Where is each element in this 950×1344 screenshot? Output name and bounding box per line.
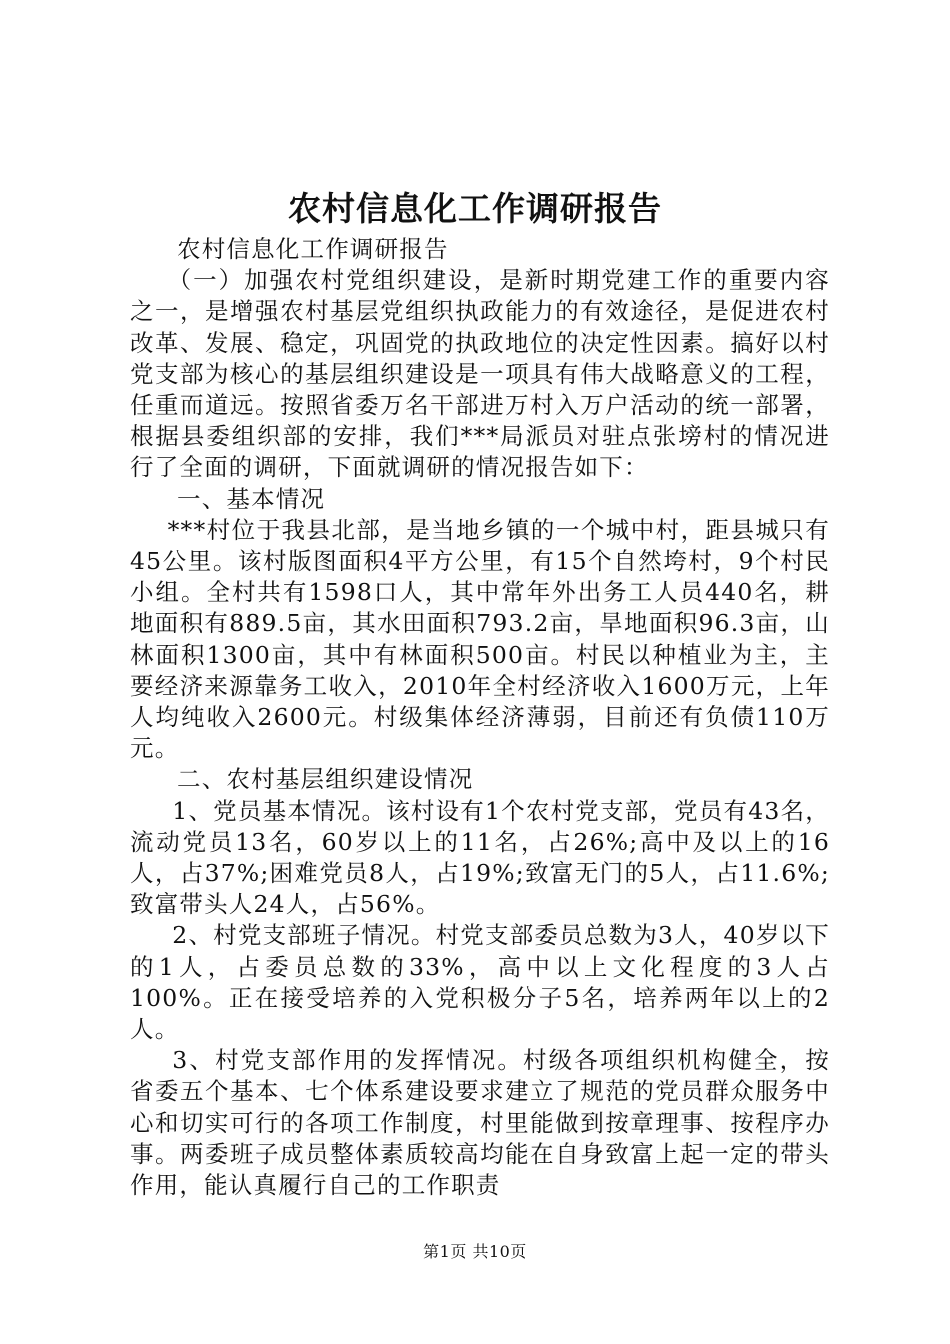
- section-heading-basic-situation: 一、基本情况: [177, 484, 326, 513]
- page-number-footer: 第1页 共10页: [423, 1242, 527, 1261]
- section-heading-organization: 二、农村基层组织建设情况: [177, 765, 474, 794]
- body-paragraph-intro: （一）加强农村党组织建设，是新时期党建工作的重要内容之一，是增强农村基层党组织执政能力的有效途径，是促进农村改革、发展、稳定，巩固党的执政地位的决定性因素。搞好以村党支部为核心的基层组织建设是一项具有伟大战略意义的工程，任重而道远。按照省委万名干部进万村入万户活动的统一部署，根据县委组织部的安排，我们***局派员对驻点张塝村的情况进行了全面的调研，下面就调研的情况报告如下：: [130, 266, 830, 482]
- body-paragraph-subtitle: 农村信息化工作调研报告: [177, 235, 449, 263]
- document-title: 农村信息化工作调研报告: [288, 189, 662, 228]
- document-body: [130, 234, 830, 1201]
- body-paragraph-branch-role: 3、村党支部作用的发挥情况。村级各项组织机构健全，按省委五个基本、七个体系建设要求建立了规范的党员群众服务中心和切实可行的各项工作制度，村里能做到按章理事、按程序办事。两委班子成员整体素质较高均能在自身致富上起一定的带头作用，能认真履行自己的工作职责: [130, 1046, 830, 1200]
- body-paragraph-basic-situation: ***村位于我县北部，是当地乡镇的一个城中村，距县城只有45公里。该村版图面积4平方公里，有15个自然垮村，9个村民小组。全村共有1598口人，其中常年外出务工人员440名，耕地面积有889.5亩，其水田面积793.2亩，旱地面积96.3亩，山林面积1300亩，其中有林面积500亩。村民以种植业为主，主要经济来源靠务工收入，2010年全村经济收入1600万元，上年人均纯收入2600元。村级集体经济薄弱，目前还有负债110万元。: [130, 515, 830, 763]
- body-paragraph-party-members: 1、党员基本情况。该村设有1个农村党支部，党员有43名，流动党员13名，60岁以上的11名，占26%;高中及以上的16人，占37%;困难党员8人，占19%;致富无门的5人，占11.6%;致富带头人24人，占56%。: [130, 796, 830, 919]
- body-paragraph-branch-committee: 2、村党支部班子情况。村党支部委员总数为3人，40岁以下的1人，占委员总数的33%，高中以上文化程度的3人占100%。正在接受培养的入党积极分子5名，培养两年以上的2人。: [130, 921, 830, 1044]
